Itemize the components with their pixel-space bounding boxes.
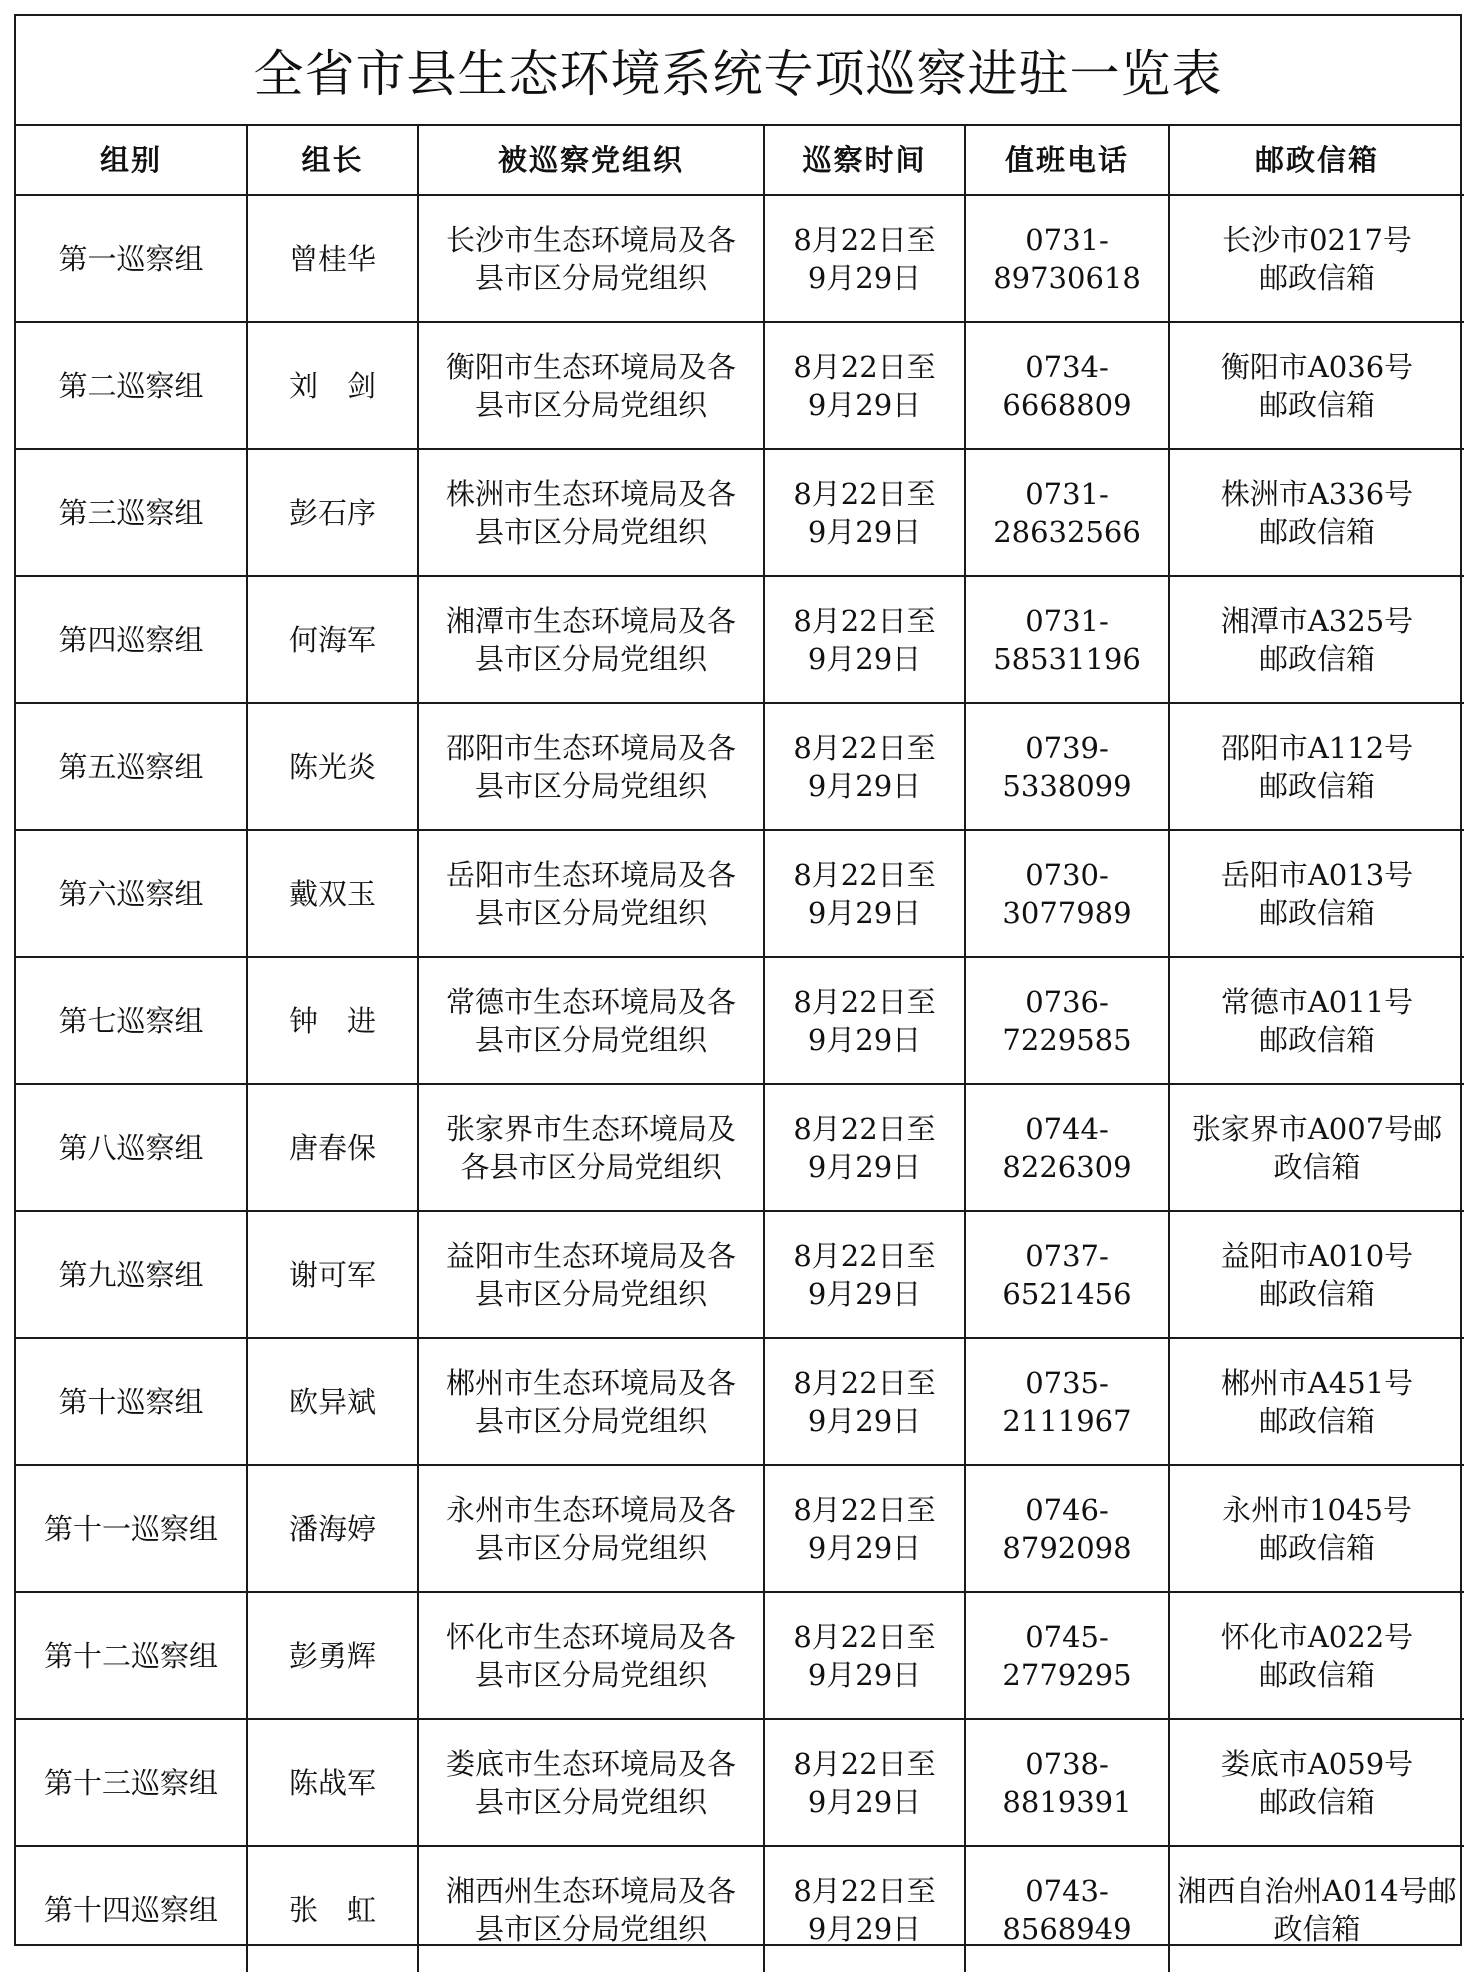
cell-time: [764, 1465, 965, 1592]
cell-leader: 刘 剑: [247, 322, 418, 449]
table-row: [16, 1719, 1464, 1846]
cell-mailbox-line: 邮政信箱: [1258, 1276, 1375, 1311]
table-row: [16, 830, 1464, 957]
cell-phone-line: 0731-: [1025, 222, 1109, 257]
cell-time: [764, 1719, 965, 1846]
cell-mailbox-line: 邮政信箱: [1258, 768, 1375, 803]
cell-org-line: 县市区分局党组织: [474, 1403, 707, 1438]
cell-time-line: 8月22日至: [793, 857, 936, 892]
cell-time: [764, 957, 965, 1084]
cell-group: 第八巡察组: [16, 1084, 247, 1211]
cell-time-line: 9月29日: [807, 260, 922, 295]
cell-phone-line: 2779295: [1002, 1657, 1132, 1692]
cell-time-line: 9月29日: [807, 1149, 922, 1184]
table-row: [16, 703, 1464, 830]
cell-leader: 彭石序: [247, 449, 418, 576]
table-row: [16, 195, 1464, 322]
cell-org: [418, 576, 764, 703]
cell-mailbox-line: 娄底市A059号: [1220, 1746, 1414, 1781]
cell-mailbox-line: 怀化市A022号: [1220, 1619, 1414, 1654]
cell-org: [418, 1465, 764, 1592]
cell-group: 第七巡察组: [16, 957, 247, 1084]
cell-group: 第五巡察组: [16, 703, 247, 830]
cell-phone-line: 6668809: [1002, 387, 1132, 422]
cell-phone: [965, 1338, 1169, 1465]
cell-time-line: 9月29日: [807, 895, 922, 930]
cell-phone: [965, 449, 1169, 576]
page-title: 全省市县生态环境系统专项巡察进驻一览表: [16, 16, 1460, 126]
cell-time: [764, 449, 965, 576]
cell-phone-line: 2111967: [1002, 1403, 1132, 1438]
cell-time: [764, 1592, 965, 1719]
cell-mailbox-line: 邮政信箱: [1258, 895, 1375, 930]
table-row: [16, 957, 1464, 1084]
cell-mailbox-line: 邮政信箱: [1258, 1657, 1375, 1692]
cell-org-line: 张家界市生态环境局及: [445, 1111, 736, 1146]
cell-leader: 潘海婷: [247, 1465, 418, 1592]
cell-phone: [965, 1846, 1169, 1972]
cell-mailbox: [1169, 1846, 1464, 1972]
table-row: [16, 1211, 1464, 1338]
cell-org: [418, 1338, 764, 1465]
cell-org-line: 县市区分局党组织: [474, 1276, 707, 1311]
cell-phone-line: 0745-: [1025, 1619, 1109, 1654]
cell-mailbox-line: 郴州市A451号: [1220, 1365, 1414, 1400]
cell-time-line: 8月22日至: [793, 984, 936, 1019]
cell-org-line: 郴州市生态环境局及各: [445, 1365, 736, 1400]
cell-org-line: 湘潭市生态环境局及各: [445, 603, 736, 638]
cell-mailbox-line: 长沙市0217号: [1222, 222, 1412, 257]
table-row: [16, 1592, 1464, 1719]
cell-org: [418, 1719, 764, 1846]
cell-group: 第十二巡察组: [16, 1592, 247, 1719]
cell-mailbox-line: 张家界市A007号邮: [1191, 1111, 1443, 1146]
cell-group: 第一巡察组: [16, 195, 247, 322]
cell-phone-line: 0739-: [1025, 730, 1109, 765]
cell-time-line: 9月29日: [807, 1276, 922, 1311]
cell-phone-line: 0731-: [1025, 476, 1109, 511]
cell-leader: 陈战军: [247, 1719, 418, 1846]
cell-time-line: 8月22日至: [793, 603, 936, 638]
cell-time-line: 9月29日: [807, 1530, 922, 1565]
cell-org-line: 县市区分局党组织: [474, 641, 707, 676]
cell-phone-line: 0738-: [1025, 1746, 1109, 1781]
cell-phone: [965, 703, 1169, 830]
cell-time-line: 8月22日至: [793, 1746, 936, 1781]
cell-leader: 钟 进: [247, 957, 418, 1084]
inspection-table: [16, 126, 1464, 1972]
cell-mailbox-line: 永州市1045号: [1222, 1492, 1412, 1527]
cell-time-line: 9月29日: [807, 387, 922, 422]
cell-phone-line: 0744-: [1025, 1111, 1109, 1146]
cell-time-line: 8月22日至: [793, 476, 936, 511]
cell-mailbox: [1169, 195, 1464, 322]
cell-org: [418, 1211, 764, 1338]
cell-mailbox: [1169, 1338, 1464, 1465]
cell-time-line: 8月22日至: [793, 1619, 936, 1654]
cell-phone: [965, 1465, 1169, 1592]
cell-org-line: 县市区分局党组织: [474, 260, 707, 295]
cell-org-line: 株洲市生态环境局及各: [445, 476, 736, 511]
cell-time-line: 8月22日至: [793, 1365, 936, 1400]
cell-mailbox: [1169, 1211, 1464, 1338]
cell-org-line: 岳阳市生态环境局及各: [445, 857, 736, 892]
cell-mailbox-line: 邵阳市A112号: [1220, 730, 1414, 765]
cell-mailbox-line: 邮政信箱: [1258, 641, 1375, 676]
header-phone: 值班电话: [965, 126, 1169, 195]
table-row: [16, 449, 1464, 576]
cell-time-line: 8月22日至: [793, 1111, 936, 1146]
cell-org-line: 永州市生态环境局及各: [445, 1492, 736, 1527]
cell-mailbox: [1169, 449, 1464, 576]
cell-mailbox-line: 邮政信箱: [1258, 1530, 1375, 1565]
table-row: [16, 1465, 1464, 1592]
cell-org-line: 常德市生态环境局及各: [445, 984, 736, 1019]
cell-mailbox: [1169, 1719, 1464, 1846]
cell-leader: 张 虹: [247, 1846, 418, 1972]
header-org: 被巡察党组织: [418, 126, 764, 195]
table-row: [16, 1084, 1464, 1211]
cell-org-line: 衡阳市生态环境局及各: [445, 349, 736, 384]
cell-mailbox-line: 邮政信箱: [1258, 1784, 1375, 1819]
cell-phone: [965, 576, 1169, 703]
cell-phone-line: 0731-: [1025, 603, 1109, 638]
cell-mailbox: [1169, 1465, 1464, 1592]
cell-leader: 何海军: [247, 576, 418, 703]
cell-mailbox-line: 政信箱: [1273, 1149, 1361, 1184]
cell-mailbox-line: 常德市A011号: [1220, 984, 1414, 1019]
cell-org: [418, 1592, 764, 1719]
cell-group: 第四巡察组: [16, 576, 247, 703]
cell-mailbox: [1169, 1592, 1464, 1719]
cell-leader: 曾桂华: [247, 195, 418, 322]
cell-time: [764, 1211, 965, 1338]
cell-org: [418, 830, 764, 957]
cell-time-line: 9月29日: [807, 641, 922, 676]
cell-group: 第六巡察组: [16, 830, 247, 957]
cell-phone: [965, 322, 1169, 449]
cell-group: 第十巡察组: [16, 1338, 247, 1465]
cell-leader: 欧异斌: [247, 1338, 418, 1465]
header-leader: 组长: [247, 126, 418, 195]
cell-time-line: 8月22日至: [793, 730, 936, 765]
cell-org-line: 县市区分局党组织: [474, 514, 707, 549]
cell-org-line: 县市区分局党组织: [474, 1657, 707, 1692]
cell-time: [764, 1846, 965, 1972]
cell-phone-line: 8568949: [1002, 1911, 1132, 1946]
cell-time-line: 8月22日至: [793, 349, 936, 384]
cell-phone-line: 0743-: [1025, 1873, 1109, 1908]
cell-time: [764, 830, 965, 957]
cell-org-line: 益阳市生态环境局及各: [445, 1238, 736, 1273]
cell-mailbox: [1169, 703, 1464, 830]
cell-phone: [965, 195, 1169, 322]
cell-mailbox-line: 益阳市A010号: [1220, 1238, 1414, 1273]
cell-time-line: 9月29日: [807, 1657, 922, 1692]
cell-phone: [965, 1719, 1169, 1846]
cell-org: [418, 1846, 764, 1972]
cell-time: [764, 1084, 965, 1211]
cell-phone-line: 8819391: [1002, 1784, 1132, 1819]
cell-org-line: 县市区分局党组织: [474, 387, 707, 422]
table-header-row: [16, 126, 1464, 195]
cell-phone-line: 6521456: [1002, 1276, 1132, 1311]
cell-time-line: 8月22日至: [793, 222, 936, 257]
cell-mailbox: [1169, 830, 1464, 957]
cell-phone-line: 0734-: [1025, 349, 1109, 384]
cell-org-line: 县市区分局党组织: [474, 768, 707, 803]
cell-mailbox-line: 邮政信箱: [1258, 1403, 1375, 1438]
cell-phone-line: 8792098: [1002, 1530, 1132, 1565]
cell-group: 第三巡察组: [16, 449, 247, 576]
cell-group: 第十一巡察组: [16, 1465, 247, 1592]
cell-time-line: 9月29日: [807, 768, 922, 803]
cell-phone-line: 0736-: [1025, 984, 1109, 1019]
cell-phone-line: 7229585: [1002, 1022, 1132, 1057]
cell-phone: [965, 1592, 1169, 1719]
cell-org-line: 县市区分局党组织: [474, 1911, 707, 1946]
cell-time-line: 8月22日至: [793, 1492, 936, 1527]
cell-mailbox-line: 岳阳市A013号: [1220, 857, 1414, 892]
cell-leader: 谢可军: [247, 1211, 418, 1338]
cell-phone-line: 0746-: [1025, 1492, 1109, 1527]
cell-phone-line: 89730618: [993, 260, 1141, 295]
cell-leader: 彭勇辉: [247, 1592, 418, 1719]
cell-org: [418, 195, 764, 322]
cell-phone-line: 5338099: [1002, 768, 1132, 803]
cell-mailbox-line: 邮政信箱: [1258, 1022, 1375, 1057]
cell-leader: 陈光炎: [247, 703, 418, 830]
cell-phone-line: 3077989: [1002, 895, 1132, 930]
cell-time-line: 8月22日至: [793, 1873, 936, 1908]
cell-org-line: 娄底市生态环境局及各: [445, 1746, 736, 1781]
cell-org-line: 县市区分局党组织: [474, 1530, 707, 1565]
cell-time-line: 9月29日: [807, 514, 922, 549]
cell-org: [418, 703, 764, 830]
cell-org-line: 各县市区分局党组织: [460, 1149, 722, 1184]
cell-mailbox-line: 邮政信箱: [1258, 387, 1375, 422]
cell-time-line: 9月29日: [807, 1022, 922, 1057]
cell-phone: [965, 1084, 1169, 1211]
cell-phone: [965, 957, 1169, 1084]
cell-time-line: 9月29日: [807, 1911, 922, 1946]
cell-org: [418, 957, 764, 1084]
cell-group: 第十四巡察组: [16, 1846, 247, 1972]
header-mailbox: 邮政信箱: [1169, 126, 1464, 195]
table-row: [16, 322, 1464, 449]
cell-mailbox: [1169, 322, 1464, 449]
cell-org-line: 邵阳市生态环境局及各: [445, 730, 736, 765]
cell-mailbox-line: 邮政信箱: [1258, 514, 1375, 549]
cell-group: 第九巡察组: [16, 1211, 247, 1338]
cell-mailbox: [1169, 957, 1464, 1084]
cell-org-line: 怀化市生态环境局及各: [445, 1619, 736, 1654]
cell-time: [764, 322, 965, 449]
cell-mailbox-line: 政信箱: [1273, 1911, 1361, 1946]
cell-leader: 唐春保: [247, 1084, 418, 1211]
table-row: [16, 1846, 1464, 1972]
cell-time-line: 9月29日: [807, 1403, 922, 1438]
header-group: 组别: [16, 126, 247, 195]
cell-org: [418, 322, 764, 449]
cell-phone-line: 0737-: [1025, 1238, 1109, 1273]
cell-mailbox-line: 湘潭市A325号: [1220, 603, 1414, 638]
cell-mailbox-line: 邮政信箱: [1258, 260, 1375, 295]
cell-phone-line: 8226309: [1002, 1149, 1132, 1184]
cell-mailbox: [1169, 576, 1464, 703]
cell-mailbox-line: 湘西自治州A014号邮: [1177, 1873, 1457, 1908]
cell-mailbox: [1169, 1084, 1464, 1211]
table-row: [16, 576, 1464, 703]
cell-time: [764, 1338, 965, 1465]
cell-time: [764, 195, 965, 322]
cell-org-line: 县市区分局党组织: [474, 1022, 707, 1057]
cell-mailbox-line: 衡阳市A036号: [1220, 349, 1414, 384]
cell-phone-line: 58531196: [993, 641, 1141, 676]
cell-org-line: 县市区分局党组织: [474, 895, 707, 930]
cell-phone: [965, 1211, 1169, 1338]
cell-phone-line: 28632566: [993, 514, 1141, 549]
cell-phone: [965, 830, 1169, 957]
cell-org-line: 长沙市生态环境局及各: [445, 222, 736, 257]
cell-time-line: 9月29日: [807, 1784, 922, 1819]
header-time: 巡察时间: [764, 126, 965, 195]
cell-time: [764, 576, 965, 703]
cell-mailbox-line: 株洲市A336号: [1220, 476, 1414, 511]
cell-phone-line: 0730-: [1025, 857, 1109, 892]
cell-group: 第十三巡察组: [16, 1719, 247, 1846]
cell-time-line: 8月22日至: [793, 1238, 936, 1273]
cell-group: 第二巡察组: [16, 322, 247, 449]
cell-phone-line: 0735-: [1025, 1365, 1109, 1400]
document-frame: [14, 14, 1462, 1946]
cell-org: [418, 449, 764, 576]
cell-leader: 戴双玉: [247, 830, 418, 957]
table-row: [16, 1338, 1464, 1465]
cell-org-line: 县市区分局党组织: [474, 1784, 707, 1819]
cell-org: [418, 1084, 764, 1211]
cell-time: [764, 703, 965, 830]
cell-org-line: 湘西州生态环境局及各: [445, 1873, 736, 1908]
